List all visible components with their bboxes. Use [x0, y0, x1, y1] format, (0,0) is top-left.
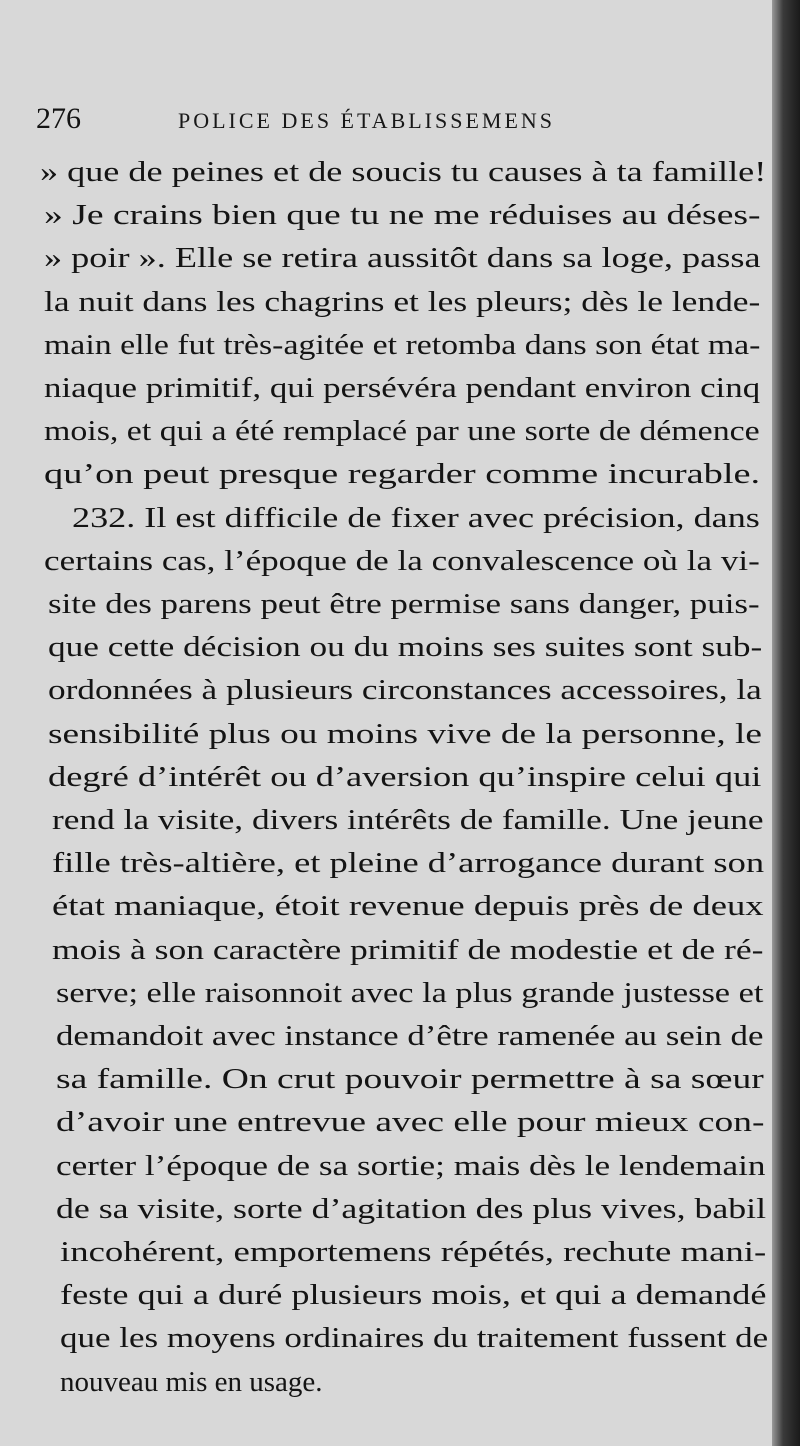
text-line: certer l’époque de sa sortie; mais dès le lendemain: [56, 1150, 766, 1182]
text-line: degré d’intérêt ou d’aversion qu’inspire celui qui: [48, 761, 762, 793]
text-line: que les moyens ordinaires du traitement fussent de: [60, 1322, 769, 1354]
text-line: rend la visite, divers intérêts de famille. Une jeune: [52, 804, 764, 836]
text-line: ordonnées à plusieurs circonstances accessoires, la: [48, 674, 762, 706]
text-line: » que de peines et de soucis tu causes à ta famille!: [40, 156, 767, 188]
text-line: site des parens peut être permise sans danger, puis-: [48, 588, 760, 620]
page-header: [0, 100, 772, 140]
running-title: POLICE DES ÉTABLISSEMENS: [178, 108, 556, 133]
text-line: qu’on peut presque regarder comme incurable.: [44, 458, 761, 490]
text-line: fille très-altière, et pleine d’arrogance durant son: [52, 847, 765, 879]
text-line: d’avoir une entrevue avec elle pour mieux con-: [56, 1106, 765, 1138]
text-line: niaque primitif, qui persévéra pendant environ cinq: [44, 372, 761, 404]
text-line: » poir ». Elle se retira aussitôt dans sa loge, passa: [44, 242, 761, 274]
text-line: la nuit dans les chagrins et les pleurs; dès le lende-: [44, 286, 761, 318]
text-line: main elle fut très-agitée et retomba dans son état ma-: [44, 329, 761, 361]
text-line: incohérent, emportemens répétés, rechute mani-: [60, 1236, 767, 1268]
last-line: nouveau mis en usage.: [60, 1366, 323, 1398]
text-line: » Je crains bien que tu ne me réduises au déses-: [44, 199, 761, 231]
book-binding-edge: [772, 0, 800, 1446]
text-line: demandoit avec instance d’être ramenée au sein de: [56, 1020, 764, 1052]
text-line: sa famille. On crut pouvoir permettre à sa sœur: [56, 1063, 764, 1095]
text-line: sensibilité plus ou moins vive de la personne, le: [48, 718, 762, 750]
text-line: serve; elle raisonnoit avec la plus grande justesse et: [56, 977, 764, 1009]
paragraph-start-line: 232. Il est difficile de fixer avec précision, dans: [72, 502, 760, 534]
text-line: mois à son caractère primitif de modestie et de ré-: [52, 934, 764, 966]
text-line: mois, et qui a été remplacé par une sorte de démence: [44, 415, 760, 447]
text-line: que cette décision ou du moins ses suites sont sub-: [48, 631, 763, 663]
page-number: 276: [36, 102, 81, 135]
text-line: de sa visite, sorte d’agitation des plus vives, babil: [56, 1193, 767, 1225]
text-line: feste qui a duré plusieurs mois, et qui a demandé: [60, 1279, 767, 1311]
text-line: état maniaque, étoit revenue depuis près de deux: [52, 890, 764, 922]
text-line: certains cas, l’époque de la convalescence où la vi-: [44, 545, 760, 577]
